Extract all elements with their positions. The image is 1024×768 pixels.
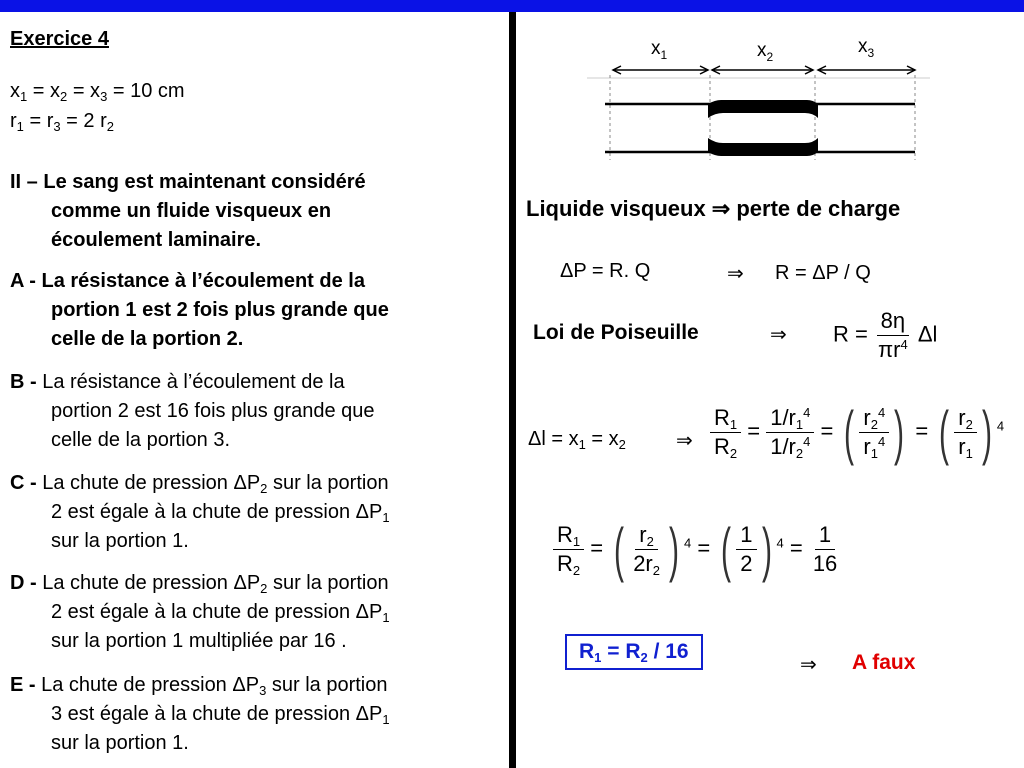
eq4-chain: $\frac{R_1}{R_2}$ = ( $\frac{r_2}{2r_2}$ ) $^4$ = ( $\frac{1}{2}$ ) $^4$ = $\frac{1}{16}$: [553, 515, 841, 584]
conclusion-arrow: ⇒: [800, 654, 817, 676]
viscous-heading: Liquide visqueux ⇒ perte de charge: [526, 196, 901, 221]
top-bar: [0, 0, 1024, 12]
option-e: E - La chute de pression $\Delta P_3$ sur la portion 3 est égale à la chute de pression $\Delta P_1$ sur la portion 1.: [10, 674, 390, 754]
option-b-line-3: celle de la portion 3.: [51, 429, 231, 451]
option-a-letter: A -: [10, 270, 42, 292]
eq3-left: $\Delta l = x_1 = x_2$: [528, 428, 626, 452]
option-b-line-2: portion 2 est 16 fois plus grande que: [51, 400, 375, 422]
intro-paragraph: [10, 168, 470, 255]
option-b: [10, 368, 470, 455]
intro-line-1: II – Le sang est maintenant considéré: [10, 171, 366, 193]
given-line-2: $r_1 = r_3 = 2$ $r_2$: [10, 110, 114, 134]
option-c: C - La chute de pression $\Delta P_2$ sur la portion 2 est égale à la chute de pression $\Delta P_1$ sur la portion 1.: [10, 472, 390, 552]
intro-line-2: comme un fluide visqueux en: [51, 200, 332, 222]
label-x2: $x_2$: [757, 40, 774, 64]
given-line-1: $x_1 = x_2 = x_3 = 10$ cm: [10, 80, 185, 104]
conclusion-answer: A faux: [852, 651, 916, 674]
option-b-letter: B -: [10, 371, 43, 393]
poiseuille-arrow: ⇒: [770, 324, 787, 346]
eq3-chain: $\frac{R_1}{R_2}$ = $\frac{1/r_1^4}{1/r_2^4}$ = ( $\frac{r_2^4}{r_1^4}$ ) = ( $\frac{r_2}{r_1}$ ) $^4$: [710, 398, 1004, 467]
eq1-left: ΔP = R. Q: [560, 260, 651, 282]
eq1-arrow: ⇒: [727, 263, 744, 285]
vessel-diagram: [575, 30, 935, 175]
option-b-line-1: La résistance à l’écoulement de la: [42, 371, 345, 393]
poiseuille-label: Loi de Poiseuille: [533, 321, 699, 344]
eq3-arrow: ⇒: [676, 430, 693, 452]
eq1-right: R = ΔP / Q: [775, 262, 871, 284]
option-a-line-3: celle de la portion 2.: [51, 328, 244, 350]
option-d: D - La chute de pression $\Delta P_2$ sur la portion 2 est égale à la chute de pression $\Delta P_1$ sur la portion 1 multipliée par 16 .: [10, 572, 390, 652]
vertical-divider: [509, 12, 516, 768]
poiseuille-formula: R = $\frac{8\eta}{\pi r^4}$ Δl: [833, 308, 938, 362]
option-a-line-2: portion 1 est 2 fois plus grande que: [51, 299, 389, 321]
intro-line-3: écoulement laminaire.: [51, 229, 262, 251]
option-a: [10, 267, 470, 354]
exercise-title: Exercice 4: [10, 28, 109, 50]
result-box: $R_1 = R_2 / 16$: [565, 634, 703, 670]
label-x1: $x_1$: [651, 38, 668, 62]
label-x3: $x_3$: [858, 36, 875, 60]
option-a-line-1: La résistance à l’écoulement de la: [41, 270, 365, 292]
